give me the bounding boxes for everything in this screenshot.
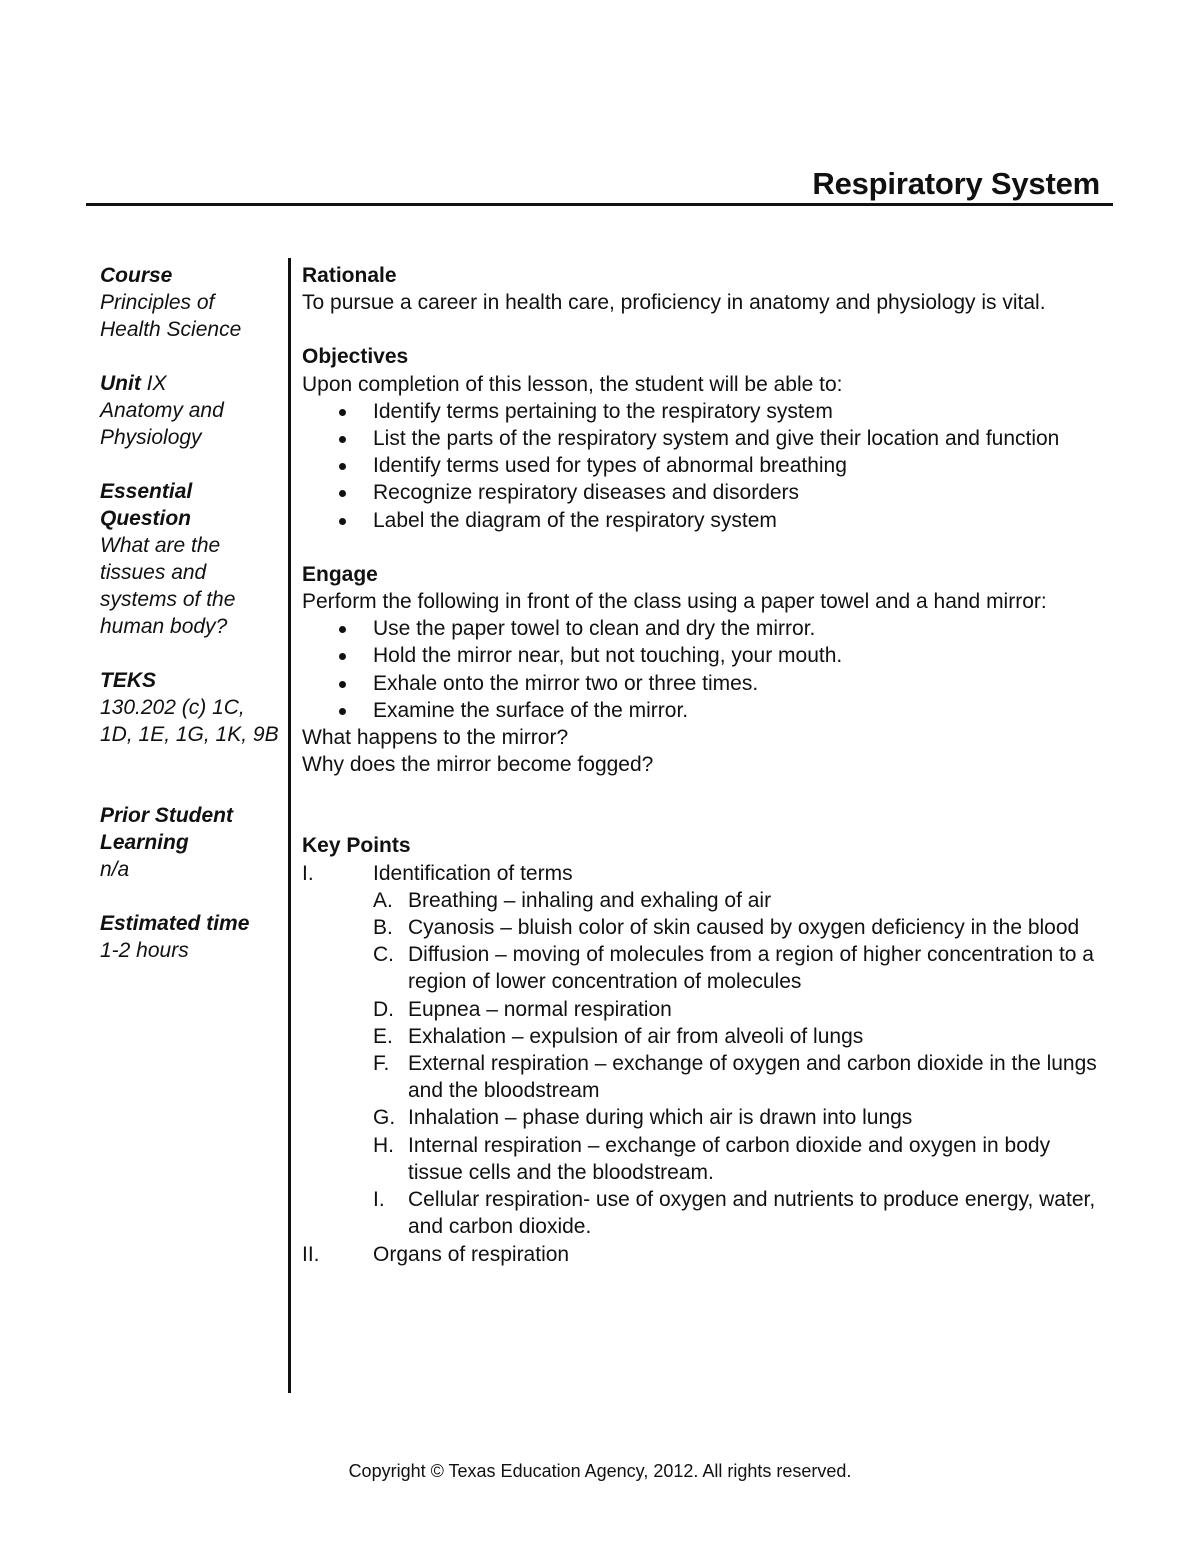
prior-learning-label: Prior Student Learning <box>100 804 234 854</box>
objective-item: Identify terms used for types of abnormal breathing <box>302 452 1102 479</box>
engage-list <box>302 615 1102 724</box>
bullet-icon <box>339 653 346 660</box>
term-item: G. Inhalation – phase during which air is drawn into lungs <box>373 1106 913 1130</box>
engage-heading: Engage <box>302 562 378 586</box>
unit-label-text: Unit <box>100 372 141 395</box>
teks-value: 130.202 (c) 1C, 1D, 1E, 1G, 1K, 9B <box>100 696 279 746</box>
objective-item: Identify terms pertaining to the respiratory system <box>302 398 1102 425</box>
engage-item: Exhale onto the mirror two or three times. <box>302 670 1102 697</box>
bullet-icon <box>339 436 346 443</box>
engage-question-1: What happens to the mirror? <box>302 726 569 750</box>
key-points-heading: Key Points <box>302 834 411 858</box>
term-item: I. Cellular respiration- use of oxygen and nutrients to produce energy, water, and carbon dioxide. <box>373 1188 1096 1239</box>
rationale-section <box>302 262 1102 316</box>
estimated-time-label: Estimated time <box>100 912 250 935</box>
bullet-icon <box>339 490 346 497</box>
term-item: E. Exhalation – expulsion of air from alveoli of lungs <box>373 1024 864 1048</box>
essential-question-value: What are the tissues and systems of the human body? <box>100 534 236 638</box>
estimated-time-value: 1-2 hours <box>100 939 189 962</box>
engage-item: Hold the mirror near, but not touching, your mouth. <box>302 642 1102 669</box>
page-title: Respiratory System <box>812 166 1100 201</box>
section-title: Identification of terms <box>373 861 573 885</box>
column-divider <box>288 258 291 1393</box>
bullet-icon <box>339 463 346 470</box>
essential-question-label: Essential Question <box>100 480 193 530</box>
unit-value: Anatomy and Physiology <box>100 399 224 449</box>
rationale-heading: Rationale <box>302 264 397 287</box>
engage-section <box>302 561 1102 779</box>
copyright-footer: Copyright © Texas Education Agency, 2012. All rights reserved. <box>348 1461 852 1481</box>
bullet-icon <box>339 708 346 715</box>
objectives-heading: Objectives <box>302 345 409 369</box>
objective-item: List the parts of the respiratory system and give their location and function <box>302 425 1102 452</box>
objective-item: Label the diagram of the respiratory system <box>302 507 1102 534</box>
roman-numeral: I. <box>302 861 314 885</box>
term-item: F. External respiration – exchange of oxygen and carbon dioxide in the lungs and the bloodstream <box>373 1052 1097 1103</box>
term-item: H. Internal respiration – exchange of carbon dioxide and oxygen in body tissue cells and the bloodstream. <box>373 1133 1051 1184</box>
course-label: Course <box>100 264 173 287</box>
sidebar <box>100 262 280 964</box>
objective-item: Recognize respiratory diseases and disorders <box>302 479 1102 506</box>
title-divider <box>86 203 1113 206</box>
term-item: A. Breathing – inhaling and exhaling of air <box>373 888 772 912</box>
key-points-section <box>302 832 1102 1267</box>
bullet-icon <box>339 681 346 688</box>
unit-label <box>100 370 280 397</box>
key-point-section-1 <box>302 860 1102 887</box>
prior-learning-value: n/a <box>100 858 130 881</box>
engage-question-2: Why does the mirror become fogged? <box>302 753 654 777</box>
section-title: Organs of respiration <box>373 1242 570 1266</box>
bullet-icon <box>339 518 346 525</box>
objectives-list <box>302 398 1102 534</box>
engage-item: Examine the surface of the mirror. <box>302 697 1102 724</box>
rationale-text: To pursue a career in health care, proficiency in anatomy and physiology is vital. <box>302 291 1046 315</box>
bullet-icon <box>339 409 346 416</box>
course-value: Principles of Health Science <box>100 291 242 341</box>
engage-item: Use the paper towel to clean and dry the mirror. <box>302 615 1102 642</box>
term-item: C. Diffusion – moving of molecules from a region of higher concentration to a region of lower concentration of molecules <box>373 943 1094 994</box>
term-item: D. Eupnea – normal respiration <box>373 997 672 1021</box>
main-content <box>302 262 1102 1268</box>
teks-label: TEKS <box>100 669 157 692</box>
objectives-intro: Upon completion of this lesson, the student will be able to: <box>302 372 843 396</box>
unit-number: IX <box>140 372 167 395</box>
bullet-icon <box>339 626 346 633</box>
roman-numeral: II. <box>302 1242 320 1266</box>
key-point-section-2 <box>302 1241 1102 1268</box>
term-item: B. Cyanosis – bluish color of skin caused by oxygen deficiency in the blood <box>373 916 1080 940</box>
engage-intro: Perform the following in front of the class using a paper towel and a hand mirror: <box>302 590 1047 614</box>
objectives-section <box>302 343 1102 533</box>
